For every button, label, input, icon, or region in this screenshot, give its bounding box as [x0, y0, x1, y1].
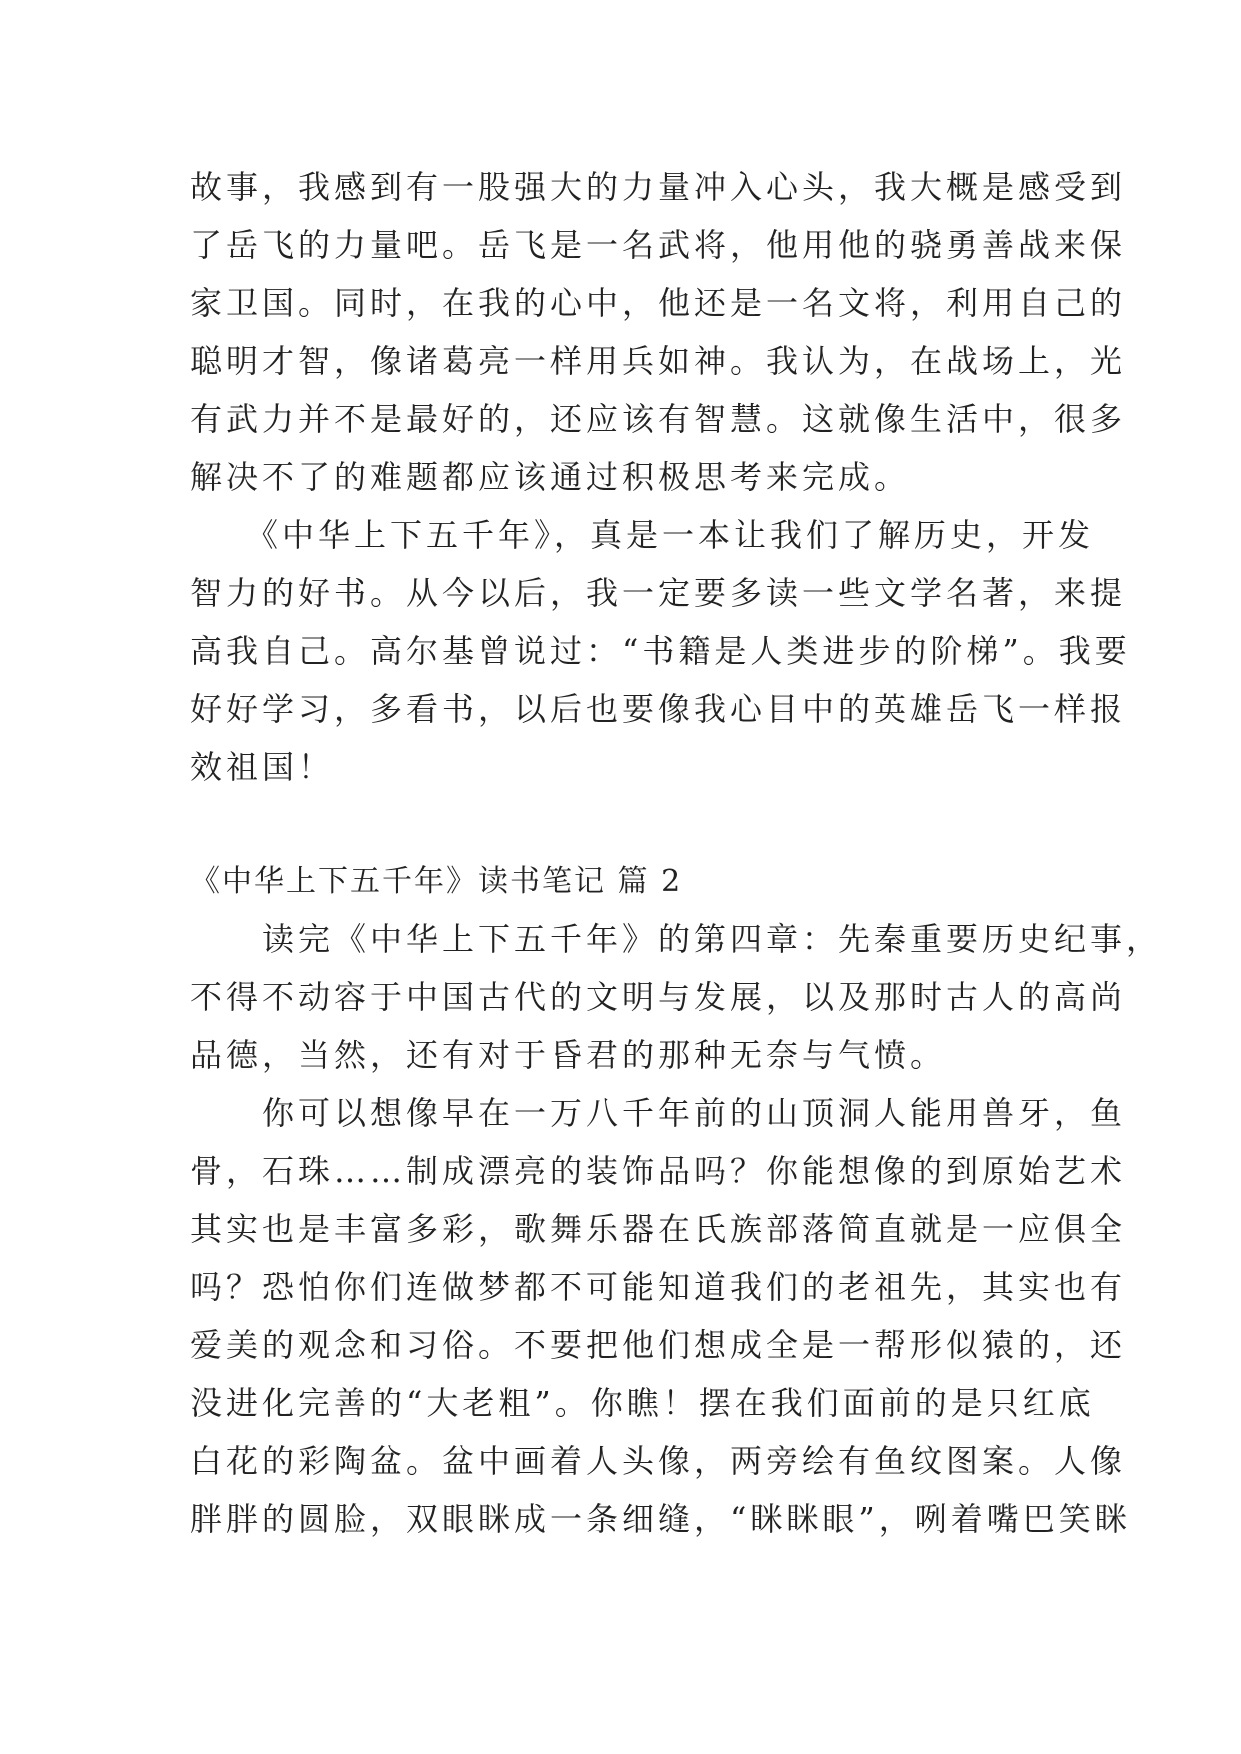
section-2-body — [190, 910, 1163, 1548]
section-1-body — [190, 158, 1131, 796]
text-line: 好好学习，多看书，以后也要像我心目中的英雄岳飞一样报 — [190, 690, 1127, 728]
text-line: 智力的好书。从今以后，我一定要多读一些文学名著，来提 — [190, 574, 1127, 612]
text-line: 聪明才智，像诸葛亮一样用兵如神。我认为，在战场上，光 — [190, 342, 1127, 380]
text-line: 你可以想像早在一万八千年前的山顶洞人能用兽牙，鱼 — [190, 1094, 1127, 1132]
text-line: 白花的彩陶盆。盆中画着人头像，两旁绘有鱼纹图案。人像 — [190, 1442, 1127, 1480]
section-spacer — [190, 796, 1050, 854]
text-line: 解决不了的难题都应该通过积极思考来完成。 — [190, 458, 911, 496]
text-line: 品德，当然，还有对于昏君的那种无奈与气愤。 — [190, 1036, 947, 1074]
text-line: 读完《中华上下五千年》的第四章：先秦重要历史纪事， — [190, 920, 1163, 958]
text-line: 《中华上下五千年》，真是一本让我们了解历史，开发 — [190, 516, 1095, 554]
text-line: 吗？恐怕你们连做梦都不可能知道我们的老祖先，其实也有 — [190, 1268, 1127, 1306]
text-line: 了岳飞的力量吧。岳飞是一名武将，他用他的骁勇善战来保 — [190, 226, 1127, 264]
text-line: 胖胖的圆脸，双眼眯成一条细缝，“眯眯眼”，咧着嘴巴笑眯 — [190, 1500, 1131, 1538]
text-line: 家卫国。同时，在我的心中，他还是一名文将，利用自己的 — [190, 284, 1127, 322]
text-line: 高我自己。高尔基曾说过：“书籍是人类进步的阶梯”。我要 — [190, 632, 1131, 670]
text-line: 故事，我感到有一股强大的力量冲入心头，我大概是感受到 — [190, 168, 1127, 206]
text-line: 效祖国！ — [190, 748, 335, 786]
section-2-heading: 《中华上下五千年》读书笔记 篇 2 — [190, 864, 683, 899]
text-line: 有武力并不是最好的，还应该有智慧。这就像生活中，很多 — [190, 400, 1127, 438]
text-line: 没进化完善的“大老粗”。你瞧！摆在我们面前的是只红底 — [190, 1384, 1095, 1422]
text-line: 骨，石珠……制成漂亮的装饰品吗？你能想像的到原始艺术 — [190, 1152, 1127, 1190]
document-page — [190, 158, 1163, 1548]
text-line: 不得不动容于中国古代的文明与发展，以及那时古人的高尚 — [190, 978, 1127, 1016]
text-line: 爱美的观念和习俗。不要把他们想成全是一帮形似猿的，还 — [190, 1326, 1127, 1364]
text-line: 其实也是丰富多彩，歌舞乐器在氏族部落简直就是一应俱全 — [190, 1210, 1127, 1248]
